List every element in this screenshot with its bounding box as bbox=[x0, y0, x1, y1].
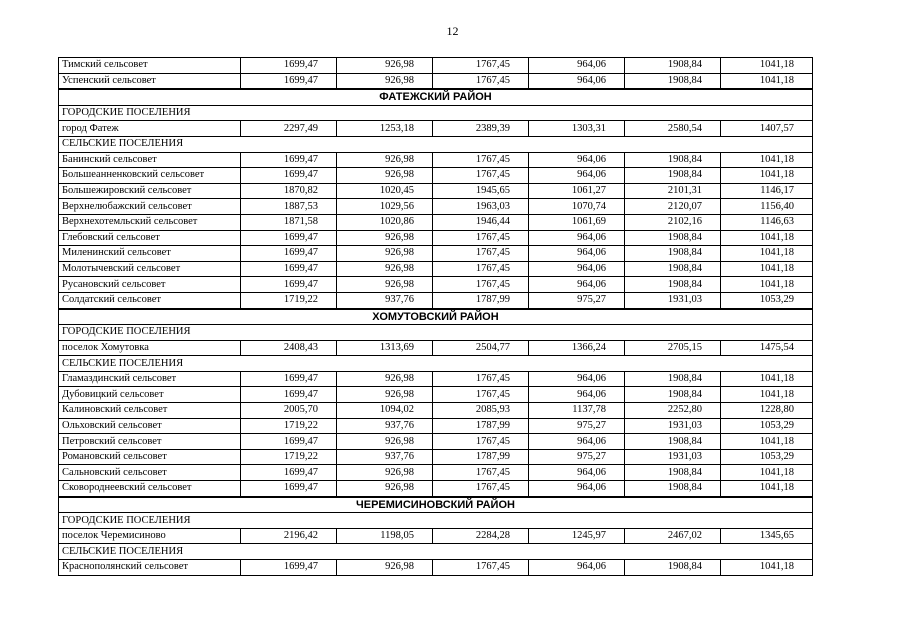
section-title: ГОРОДСКИЕ ПОСЕЛЕНИЯ bbox=[59, 325, 813, 341]
value-cell: 1767,45 bbox=[433, 152, 529, 168]
value-cell: 1041,18 bbox=[721, 465, 813, 481]
value-cell: 1699,47 bbox=[241, 246, 337, 262]
value-cell: 1699,47 bbox=[241, 387, 337, 403]
value-cell: 1345,65 bbox=[721, 528, 813, 544]
settlement-name: Глебовский сельсовет bbox=[59, 230, 241, 246]
value-cell: 1041,18 bbox=[721, 261, 813, 277]
value-cell: 964,06 bbox=[529, 371, 625, 387]
table-row bbox=[59, 528, 813, 544]
settlement-name: Дубовицкий сельсовет bbox=[59, 387, 241, 403]
value-cell: 926,98 bbox=[337, 73, 433, 89]
value-cell: 2389,39 bbox=[433, 121, 529, 137]
value-cell: 1029,56 bbox=[337, 199, 433, 215]
value-cell: 1767,45 bbox=[433, 560, 529, 576]
table-row bbox=[59, 292, 813, 308]
table-row bbox=[59, 449, 813, 465]
value-cell: 1931,03 bbox=[625, 418, 721, 434]
value-cell: 1908,84 bbox=[625, 387, 721, 403]
value-cell: 1767,45 bbox=[433, 465, 529, 481]
value-cell: 964,06 bbox=[529, 481, 625, 497]
value-cell: 1053,29 bbox=[721, 449, 813, 465]
value-cell: 1061,69 bbox=[529, 214, 625, 230]
value-cell: 1245,97 bbox=[529, 528, 625, 544]
value-cell: 964,06 bbox=[529, 465, 625, 481]
value-cell: 1699,47 bbox=[241, 434, 337, 450]
value-cell: 2120,07 bbox=[625, 199, 721, 215]
table-row bbox=[59, 418, 813, 434]
value-cell: 975,27 bbox=[529, 292, 625, 308]
value-cell: 1908,84 bbox=[625, 261, 721, 277]
value-cell: 1253,18 bbox=[337, 121, 433, 137]
district-title: ФАТЕЖСКИЙ РАЙОН bbox=[59, 89, 813, 105]
district-header-row bbox=[59, 309, 813, 325]
district-title: ХОМУТОВСКИЙ РАЙОН bbox=[59, 309, 813, 325]
table-row bbox=[59, 230, 813, 246]
section-header-row bbox=[59, 136, 813, 152]
value-cell: 1963,03 bbox=[433, 199, 529, 215]
section-title: ГОРОДСКИЕ ПОСЕЛЕНИЯ bbox=[59, 513, 813, 529]
value-cell: 964,06 bbox=[529, 246, 625, 262]
value-cell: 1137,78 bbox=[529, 403, 625, 419]
value-cell: 1041,18 bbox=[721, 230, 813, 246]
table-row bbox=[59, 73, 813, 89]
value-cell: 1931,03 bbox=[625, 449, 721, 465]
value-cell: 1699,47 bbox=[241, 152, 337, 168]
settlement-name: Калиновский сельсовет bbox=[59, 403, 241, 419]
settlement-name: Верхнелюбажский сельсовет bbox=[59, 199, 241, 215]
value-cell: 1767,45 bbox=[433, 371, 529, 387]
district-header-row bbox=[59, 89, 813, 105]
value-cell: 926,98 bbox=[337, 152, 433, 168]
value-cell: 1767,45 bbox=[433, 387, 529, 403]
value-cell: 1041,18 bbox=[721, 434, 813, 450]
section-header-row bbox=[59, 356, 813, 372]
value-cell: 1719,22 bbox=[241, 418, 337, 434]
table-row bbox=[59, 277, 813, 293]
value-cell: 1228,80 bbox=[721, 403, 813, 419]
value-cell: 2005,70 bbox=[241, 403, 337, 419]
settlement-name: Миленинский сельсовет bbox=[59, 246, 241, 262]
value-cell: 2196,42 bbox=[241, 528, 337, 544]
settlement-name: Романовский сельсовет bbox=[59, 449, 241, 465]
value-cell: 1699,47 bbox=[241, 230, 337, 246]
value-cell: 1908,84 bbox=[625, 434, 721, 450]
value-cell: 1908,84 bbox=[625, 230, 721, 246]
value-cell: 1146,17 bbox=[721, 183, 813, 199]
table-row bbox=[59, 121, 813, 137]
value-cell: 1020,86 bbox=[337, 214, 433, 230]
table-row bbox=[59, 168, 813, 184]
value-cell: 1053,29 bbox=[721, 418, 813, 434]
value-cell: 926,98 bbox=[337, 277, 433, 293]
value-cell: 1198,05 bbox=[337, 528, 433, 544]
value-cell: 926,98 bbox=[337, 481, 433, 497]
value-cell: 1908,84 bbox=[625, 371, 721, 387]
value-cell: 1041,18 bbox=[721, 152, 813, 168]
table-row bbox=[59, 58, 813, 74]
table-row bbox=[59, 387, 813, 403]
value-cell: 1041,18 bbox=[721, 387, 813, 403]
value-cell: 1053,29 bbox=[721, 292, 813, 308]
value-cell: 926,98 bbox=[337, 371, 433, 387]
value-cell: 1908,84 bbox=[625, 58, 721, 74]
value-cell: 1908,84 bbox=[625, 168, 721, 184]
value-cell: 1787,99 bbox=[433, 292, 529, 308]
value-cell: 926,98 bbox=[337, 246, 433, 262]
value-cell: 1870,82 bbox=[241, 183, 337, 199]
value-cell: 926,98 bbox=[337, 434, 433, 450]
section-header-row bbox=[59, 325, 813, 341]
section-title: СЕЛЬСКИЕ ПОСЕЛЕНИЯ bbox=[59, 136, 813, 152]
value-cell: 926,98 bbox=[337, 261, 433, 277]
value-cell: 926,98 bbox=[337, 168, 433, 184]
value-cell: 1767,45 bbox=[433, 58, 529, 74]
value-cell: 1699,47 bbox=[241, 371, 337, 387]
value-cell: 964,06 bbox=[529, 261, 625, 277]
settlement-name: город Фатеж bbox=[59, 121, 241, 137]
value-cell: 964,06 bbox=[529, 434, 625, 450]
value-cell: 2252,80 bbox=[625, 403, 721, 419]
settlement-name: Тимский сельсовет bbox=[59, 58, 241, 74]
value-cell: 1908,84 bbox=[625, 277, 721, 293]
value-cell: 1061,27 bbox=[529, 183, 625, 199]
settlement-name: Гламаздинский сельсовет bbox=[59, 371, 241, 387]
value-cell: 1767,45 bbox=[433, 73, 529, 89]
value-cell: 1303,31 bbox=[529, 121, 625, 137]
value-cell: 1908,84 bbox=[625, 481, 721, 497]
value-cell: 926,98 bbox=[337, 58, 433, 74]
settlement-name: Ольховский сельсовет bbox=[59, 418, 241, 434]
section-title: СЕЛЬСКИЕ ПОСЕЛЕНИЯ bbox=[59, 544, 813, 560]
settlement-name: Большежировский сельсовет bbox=[59, 183, 241, 199]
value-cell: 964,06 bbox=[529, 230, 625, 246]
section-title: ГОРОДСКИЕ ПОСЕЛЕНИЯ bbox=[59, 105, 813, 121]
value-cell: 926,98 bbox=[337, 230, 433, 246]
value-cell: 2408,43 bbox=[241, 340, 337, 356]
value-cell: 926,98 bbox=[337, 465, 433, 481]
table-row bbox=[59, 152, 813, 168]
value-cell: 2504,77 bbox=[433, 340, 529, 356]
table-row bbox=[59, 560, 813, 576]
value-cell: 964,06 bbox=[529, 277, 625, 293]
value-cell: 1699,47 bbox=[241, 73, 337, 89]
value-cell: 926,98 bbox=[337, 387, 433, 403]
district-header-row bbox=[59, 497, 813, 513]
table-row bbox=[59, 465, 813, 481]
value-cell: 1313,69 bbox=[337, 340, 433, 356]
value-cell: 1041,18 bbox=[721, 58, 813, 74]
value-cell: 1946,44 bbox=[433, 214, 529, 230]
value-cell: 1699,47 bbox=[241, 261, 337, 277]
value-cell: 1041,18 bbox=[721, 277, 813, 293]
value-cell: 2284,28 bbox=[433, 528, 529, 544]
value-cell: 1407,57 bbox=[721, 121, 813, 137]
settlement-name: Краснополянский сельсовет bbox=[59, 560, 241, 576]
value-cell: 1945,65 bbox=[433, 183, 529, 199]
settlement-name: поселок Черемисиново bbox=[59, 528, 241, 544]
value-cell: 964,06 bbox=[529, 387, 625, 403]
value-cell: 1787,99 bbox=[433, 418, 529, 434]
value-cell: 1366,24 bbox=[529, 340, 625, 356]
value-cell: 2467,02 bbox=[625, 528, 721, 544]
value-cell: 1699,47 bbox=[241, 560, 337, 576]
value-cell: 1767,45 bbox=[433, 246, 529, 262]
value-cell: 1908,84 bbox=[625, 246, 721, 262]
value-cell: 1041,18 bbox=[721, 560, 813, 576]
district-title: ЧЕРЕМИСИНОВСКИЙ РАЙОН bbox=[59, 497, 813, 513]
settlement-name: Успенский сельсовет bbox=[59, 73, 241, 89]
value-cell: 1699,47 bbox=[241, 277, 337, 293]
table-row bbox=[59, 481, 813, 497]
value-cell: 964,06 bbox=[529, 168, 625, 184]
value-cell: 1699,47 bbox=[241, 58, 337, 74]
value-cell: 1908,84 bbox=[625, 73, 721, 89]
section-title: СЕЛЬСКИЕ ПОСЕЛЕНИЯ bbox=[59, 356, 813, 372]
value-cell: 1767,45 bbox=[433, 168, 529, 184]
value-cell: 1699,47 bbox=[241, 465, 337, 481]
value-cell: 1908,84 bbox=[625, 560, 721, 576]
section-header-row bbox=[59, 105, 813, 121]
value-cell: 1908,84 bbox=[625, 465, 721, 481]
table-row bbox=[59, 434, 813, 450]
value-cell: 1041,18 bbox=[721, 73, 813, 89]
value-cell: 1767,45 bbox=[433, 277, 529, 293]
value-cell: 1146,63 bbox=[721, 214, 813, 230]
table-row bbox=[59, 340, 813, 356]
settlement-name: Верхнехотемльский сельсовет bbox=[59, 214, 241, 230]
tariff-table bbox=[58, 57, 813, 576]
value-cell: 964,06 bbox=[529, 560, 625, 576]
value-cell: 937,76 bbox=[337, 418, 433, 434]
settlement-name: поселок Хомутовка bbox=[59, 340, 241, 356]
settlement-name: Петровский сельсовет bbox=[59, 434, 241, 450]
value-cell: 1699,47 bbox=[241, 168, 337, 184]
section-header-row bbox=[59, 513, 813, 529]
value-cell: 937,76 bbox=[337, 292, 433, 308]
value-cell: 1887,53 bbox=[241, 199, 337, 215]
table-row bbox=[59, 261, 813, 277]
value-cell: 2705,15 bbox=[625, 340, 721, 356]
value-cell: 1699,47 bbox=[241, 481, 337, 497]
value-cell: 1041,18 bbox=[721, 481, 813, 497]
table-row bbox=[59, 199, 813, 215]
table-row bbox=[59, 214, 813, 230]
value-cell: 1041,18 bbox=[721, 371, 813, 387]
value-cell: 2101,31 bbox=[625, 183, 721, 199]
value-cell: 975,27 bbox=[529, 418, 625, 434]
value-cell: 1931,03 bbox=[625, 292, 721, 308]
value-cell: 1094,02 bbox=[337, 403, 433, 419]
page-number: 12 bbox=[446, 24, 459, 38]
value-cell: 1041,18 bbox=[721, 168, 813, 184]
value-cell: 975,27 bbox=[529, 449, 625, 465]
value-cell: 1719,22 bbox=[241, 292, 337, 308]
settlement-name: Сковороднеевский сельсовет bbox=[59, 481, 241, 497]
settlement-name: Большеанненковский сельсовет bbox=[59, 168, 241, 184]
value-cell: 1767,45 bbox=[433, 481, 529, 497]
value-cell: 964,06 bbox=[529, 152, 625, 168]
section-header-row bbox=[59, 544, 813, 560]
settlement-name: Солдатский сельсовет bbox=[59, 292, 241, 308]
value-cell: 1767,45 bbox=[433, 261, 529, 277]
value-cell: 1020,45 bbox=[337, 183, 433, 199]
value-cell: 1767,45 bbox=[433, 434, 529, 450]
value-cell: 1719,22 bbox=[241, 449, 337, 465]
table-row bbox=[59, 246, 813, 262]
settlement-name: Банинский сельсовет bbox=[59, 152, 241, 168]
table-row bbox=[59, 183, 813, 199]
value-cell: 1787,99 bbox=[433, 449, 529, 465]
settlement-name: Русановский сельсовет bbox=[59, 277, 241, 293]
value-cell: 1070,74 bbox=[529, 199, 625, 215]
table-row bbox=[59, 403, 813, 419]
settlement-name: Сальновский сельсовет bbox=[59, 465, 241, 481]
value-cell: 1908,84 bbox=[625, 152, 721, 168]
value-cell: 1156,40 bbox=[721, 199, 813, 215]
settlement-name: Молотычевский сельсовет bbox=[59, 261, 241, 277]
value-cell: 1767,45 bbox=[433, 230, 529, 246]
value-cell: 926,98 bbox=[337, 560, 433, 576]
table-row bbox=[59, 371, 813, 387]
value-cell: 1871,58 bbox=[241, 214, 337, 230]
value-cell: 2297,49 bbox=[241, 121, 337, 137]
value-cell: 937,76 bbox=[337, 449, 433, 465]
value-cell: 964,06 bbox=[529, 58, 625, 74]
value-cell: 1475,54 bbox=[721, 340, 813, 356]
value-cell: 1041,18 bbox=[721, 246, 813, 262]
value-cell: 2102,16 bbox=[625, 214, 721, 230]
value-cell: 2580,54 bbox=[625, 121, 721, 137]
value-cell: 2085,93 bbox=[433, 403, 529, 419]
value-cell: 964,06 bbox=[529, 73, 625, 89]
